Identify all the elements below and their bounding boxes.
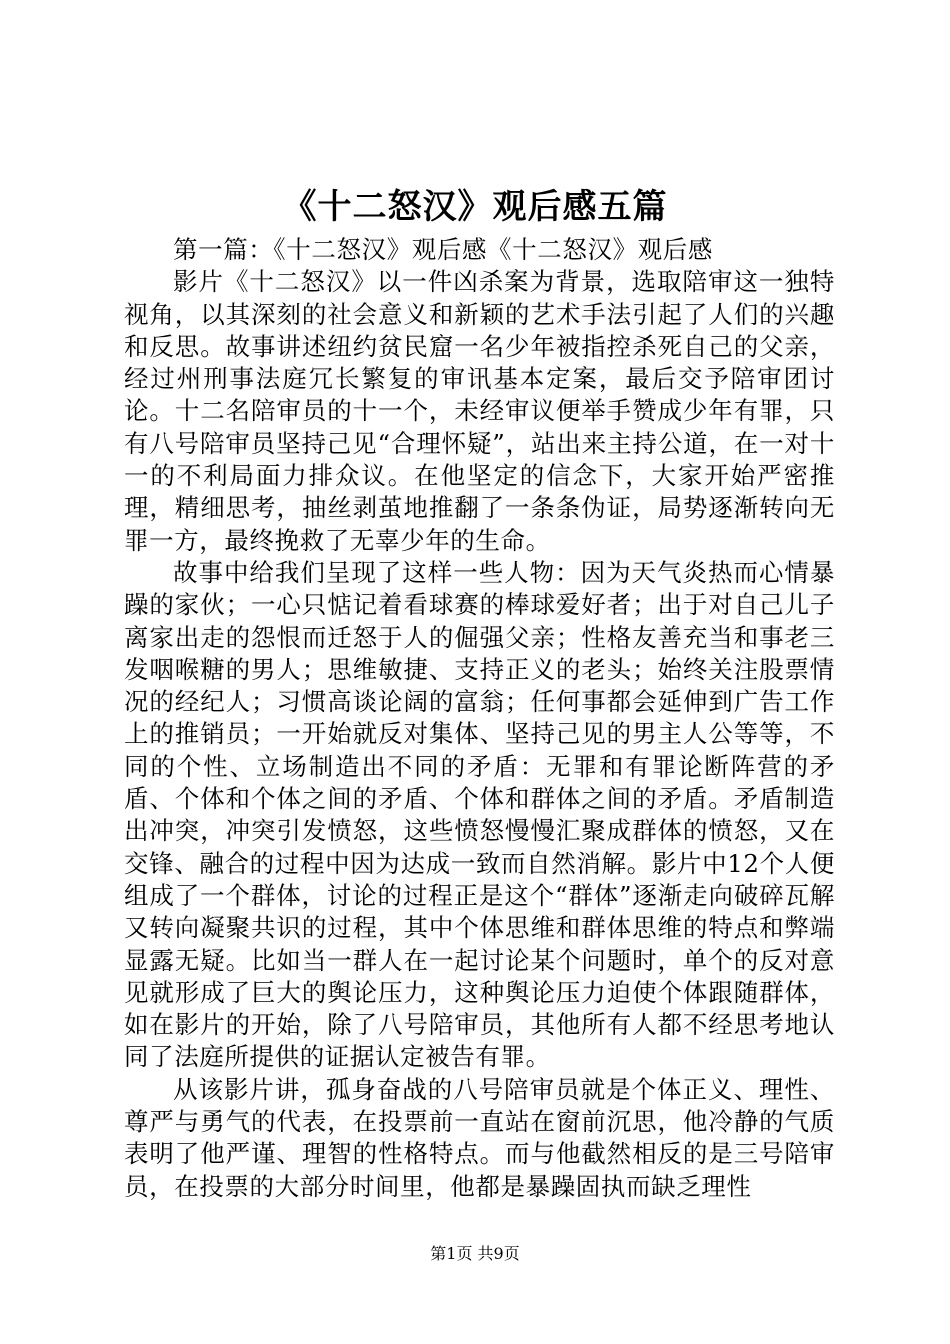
body-paragraph: 故事中给我们呈现了这样一些人物：因为天气炎热而心情暴躁的家伙；一心只惦记着看球赛的棒球爱好者；出于对自己儿子离家出走的怨恨而迁怒于人的倔强父亲；性格友善充当和事老三发咽喉糖的男人；思维敏捷、支持正义的老头；始终关注股票情况的经纪人；习惯高谈论阔的富翁；任何事都会延伸到广告工作上的推销员；一开始就反对集体、坚持己见的男主人公等等，不同的个性、立场制造出不同的矛盾：无罪和有罪论断阵营的矛盾、个体和个体之间的矛盾、个体和群体之间的矛盾。矛盾制造出冲突，冲突引发愤怒，这些愤怒慢慢汇聚成群体的愤怒，又在交锋、融合的过程中因为达成一致而自然消解。影片中12个人便组成了一个群体，讨论的过程正是这个“群体”逐渐走向破碎瓦解又转向凝聚共识的过程，其中个体思维和群体思维的特点和弊端显露无疑。比如当一群人在一起讨论某个问题时，单个的反对意见就形成了巨大的舆论压力，这种舆论压力迫使个体跟随群体，如在影片的开始，除了八号陪审员，其他所有人都不经思考地认同了法庭所提供的证据认定被告有罪。 (124, 557, 835, 1072)
body-paragraph: 从该影片讲，孤身奋战的八号陪审员就是个体正义、理性、尊严与勇气的代表，在投票前一直站在窗前沉思，他冷静的气质表明了他严谨、理智的性格特点。而与他截然相反的是三号陪审员，在投票的大部分时间里，他都是暴躁固执而缺乏理性 (124, 1074, 835, 1201)
page-title: 《十二怒汉》观后感五篇 (282, 187, 668, 227)
body-paragraph: 影片《十二怒汉》以一件凶杀案为背景，选取陪审这一独特视角，以其深刻的社会意义和新颖的艺术手法引起了人们的兴趣和反思。故事讲述纽约贫民窟一名少年被指控杀死自己的父亲，经过州刑事法庭冗长繁复的审讯基本定案，最后交予陪审团讨论。十二名陪审员的十一个，未经审议便举手赞成少年有罪，只有八号陪审员坚持己见“合理怀疑”，站出来主持公道，在一对十一的不利局面力排众议。在他坚定的信念下，大家开始严密推理，精细思考，抽丝剥茧地推翻了一条条伪证，局势逐渐转向无罪一方，最终挽救了无辜少年的生命。 (124, 267, 835, 555)
document-body (124, 234, 835, 1203)
page-footer: 第1页 共9页 (430, 1244, 520, 1263)
section-heading: 第一篇：《十二怒汉》观后感《十二怒汉》观后感 (173, 235, 713, 264)
